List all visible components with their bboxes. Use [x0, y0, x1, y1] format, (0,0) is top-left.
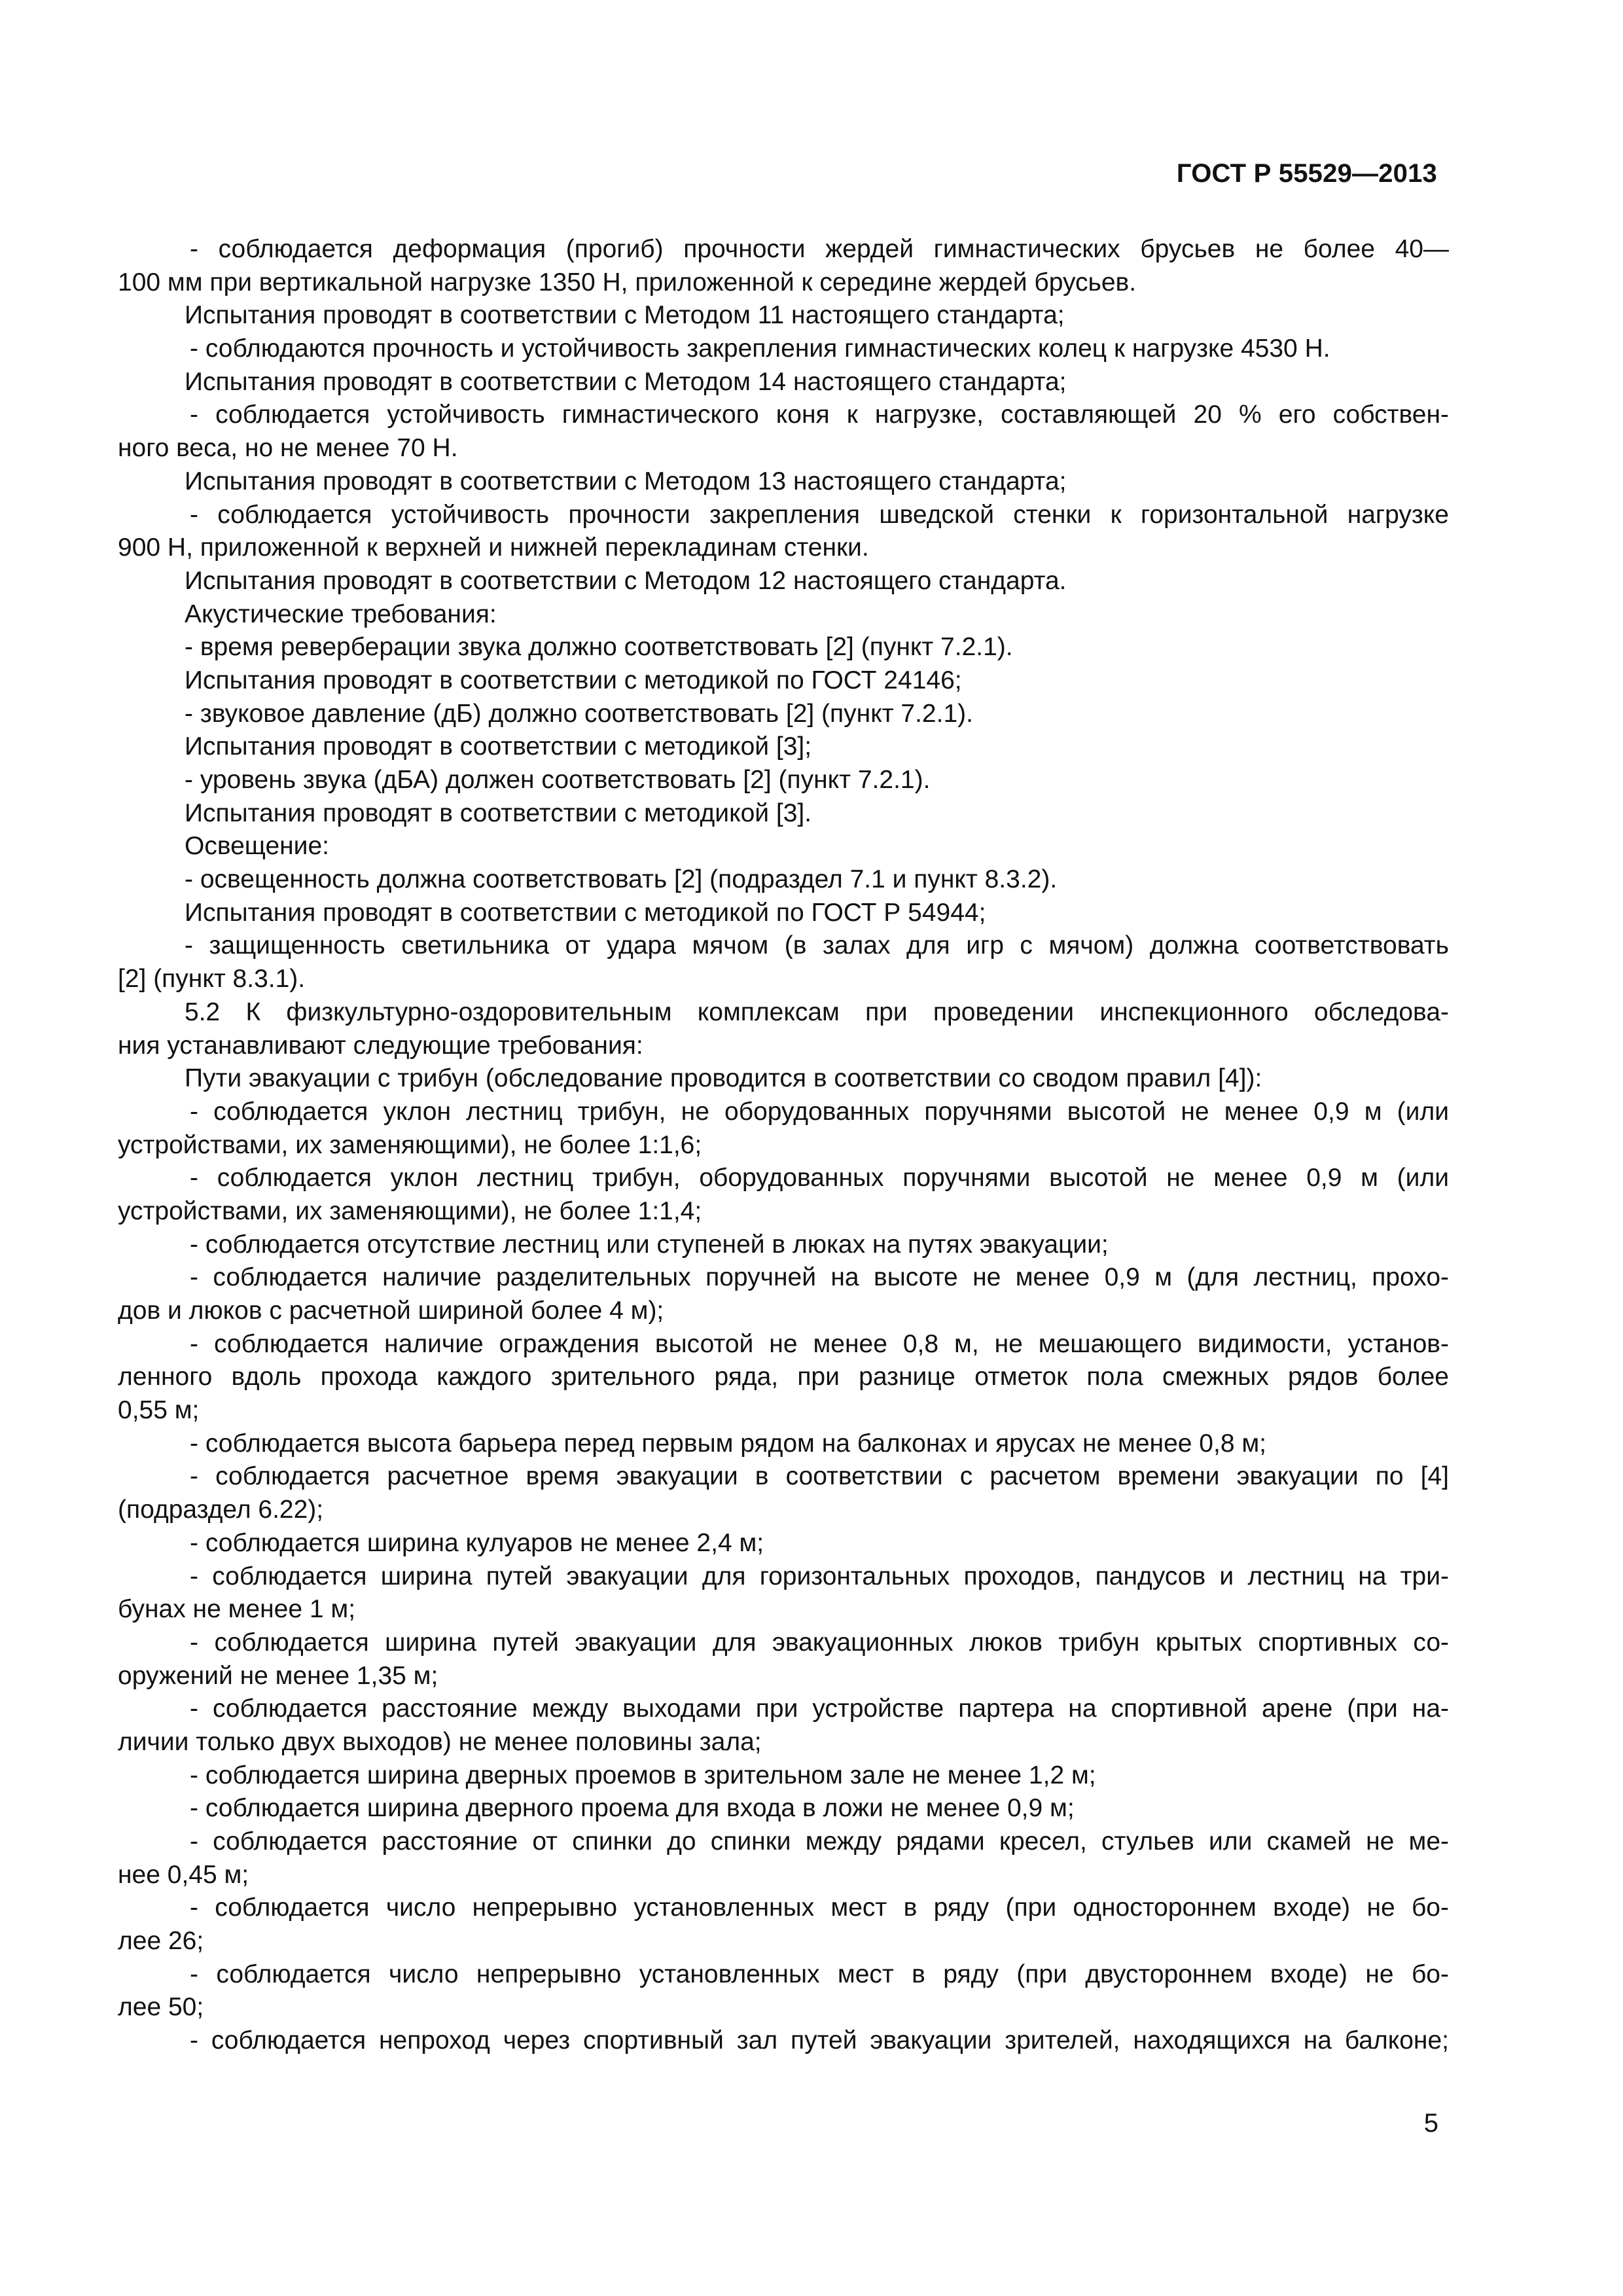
- text-line: - соблюдается уклон лестниц трибун, не оборудованных поручнями высотой не менее 0,9 м (или: [190, 1097, 1449, 1126]
- text-line: - соблюдается число непрерывно установленных мест в ряду (при одностороннем входе) не бо-: [190, 1893, 1449, 1922]
- text-line: - уровень звука (дБА) должен соответствовать [2] (пункт 7.2.1).: [185, 766, 931, 794]
- text-line: (подраздел 6.22);: [118, 1496, 324, 1524]
- text-line: - соблюдается ширина кулуаров не менее 2,4 м;: [190, 1528, 764, 1557]
- text-line: ленного вдоль прохода каждого зрительного ряда, при разнице отметок пола смежных рядов более: [118, 1363, 1449, 1391]
- text-line: - соблюдается уклон лестниц трибун, оборудованных поручнями высотой не менее 0,9 м (или: [190, 1164, 1449, 1193]
- text-line: личии только двух выходов) не менее половины зала;: [118, 1727, 762, 1756]
- text-line: - соблюдается число непрерывно установленных мест в ряду (при двустороннем входе) не бо-: [190, 1960, 1449, 1988]
- text-line: - соблюдается устойчивость прочности закрепления шведской стенки к горизонтальной нагрузке: [190, 500, 1449, 529]
- text-line: 100 мм при вертикальной нагрузке 1350 Н, приложенной к середине жердей брусьев.: [118, 268, 1137, 296]
- text-line: - время реверберации звука должно соответствовать [2] (пункт 7.2.1).: [185, 633, 1013, 662]
- text-line: - защищенность светильника от удара мячом (в залах для игр с мячом) должна соответствовать: [185, 931, 1449, 960]
- text-line: - соблюдается высота барьера перед первым рядом на балконах и ярусах не менее 0,8 м;: [190, 1429, 1267, 1458]
- text-line: Испытания проводят в соответствии с методикой [3];: [185, 732, 812, 761]
- text-line: - соблюдается непроход через спортивный зал путей эвакуации зрителей, находящихся на балконе;: [190, 2026, 1449, 2055]
- text-line: - соблюдается ширина путей эвакуации для эвакуационных люков трибун крытых спортивных со-: [190, 1628, 1449, 1657]
- text-line: - соблюдается наличие разделительных поручней на высоте не менее 0,9 м (для лестниц, прохо-: [190, 1263, 1449, 1292]
- text-line: Испытания проводят в соответствии с методикой по ГОСТ Р 54944;: [185, 898, 986, 927]
- text-line: - звуковое давление (дБ) должно соответствовать [2] (пункт 7.2.1).: [185, 699, 973, 728]
- document-header: ГОСТ Р 55529—2013: [1176, 159, 1437, 188]
- text-line: 0,55 м;: [118, 1396, 200, 1425]
- text-line: 900 Н, приложенной к верхней и нижней перекладинам стенки.: [118, 533, 869, 562]
- text-line: [2] (пункт 8.3.1).: [118, 965, 306, 994]
- text-line: устройствами, их заменяющими), не более 1:1,4;: [118, 1196, 702, 1225]
- document-body: [118, 233, 1449, 2058]
- text-line: - освещенность должна соответствовать [2] (подраздел 7.1 и пункт 8.3.2).: [185, 865, 1058, 894]
- text-line: - соблюдается ширина путей эвакуации для горизонтальных проходов, пандусов и лестниц на три-: [190, 1562, 1449, 1590]
- text-line: Испытания проводят в соответствии с Методом 11 настоящего стандарта;: [185, 301, 1065, 330]
- text-line: - соблюдается расстояние между выходами при устройстве партера на спортивной арене (при на-: [190, 1695, 1449, 1723]
- text-line: ния устанавливают следующие требования:: [118, 1031, 643, 1060]
- text-line: ного веса, но не менее 70 Н.: [118, 434, 458, 463]
- text-line: лее 50;: [118, 1993, 204, 2022]
- text-line: - соблюдается отсутствие лестниц или ступеней в люках на путях эвакуации;: [190, 1230, 1109, 1259]
- text-line: оружений не менее 1,35 м;: [118, 1661, 438, 1690]
- text-line: Испытания проводят в соответствии с Методом 12 настоящего стандарта.: [185, 566, 1067, 595]
- text-line: - соблюдается расстояние от спинки до спинки между рядами кресел, стульев или скамей не ме-: [190, 1827, 1449, 1856]
- text-line: дов и люков с расчетной шириной более 4 м);: [118, 1297, 664, 1325]
- text-line: Испытания проводят в соответствии с Методом 13 настоящего стандарта;: [185, 467, 1067, 495]
- text-line: 5.2 К физкультурно-оздоровительным комплексам при проведении инспекционного обследова-: [185, 997, 1449, 1026]
- text-line: - соблюдается деформация (прогиб) прочности жердей гимнастических брусьев не более 40—: [190, 235, 1449, 263]
- text-line: Освещение:: [185, 832, 329, 861]
- text-line: - соблюдается ширина дверных проемов в зрительном зале не менее 1,2 м;: [190, 1761, 1096, 1789]
- text-line: Испытания проводят в соответствии с Методом 14 настоящего стандарта;: [185, 367, 1067, 396]
- text-line: Акустические требования:: [185, 600, 497, 628]
- text-line: бунах не менее 1 м;: [118, 1595, 356, 1624]
- text-line: устройствами, их заменяющими), не более 1:1,6;: [118, 1130, 702, 1159]
- text-line: - соблюдается устойчивость гимнастического коня к нагрузке, составляющей 20 % его собствен-: [190, 401, 1449, 429]
- text-line: Испытания проводят в соответствии с методикой [3].: [185, 798, 812, 827]
- text-line: лее 26;: [118, 1927, 204, 1956]
- text-line: Испытания проводят в соответствии с методикой по ГОСТ 24146;: [185, 666, 962, 694]
- text-line: - соблюдается ширина дверного проема для входа в ложи не менее 0,9 м;: [190, 1794, 1075, 1823]
- text-line: - соблюдается расчетное время эвакуации в соответствии с расчетом времени эвакуации по [4]: [190, 1462, 1449, 1491]
- text-line: - соблюдаются прочность и устойчивость закрепления гимнастических колец к нагрузке 4530 Н.: [190, 334, 1330, 363]
- text-line: - соблюдается наличие ограждения высотой не менее 0,8 м, не мешающего видимости, установ-: [190, 1329, 1449, 1358]
- page-number: 5: [1423, 2109, 1438, 2138]
- text-line: Пути эвакуации с трибун (обследование проводится в соответствии со сводом правил [4]):: [185, 1064, 1262, 1093]
- text-line: нее 0,45 м;: [118, 1860, 249, 1889]
